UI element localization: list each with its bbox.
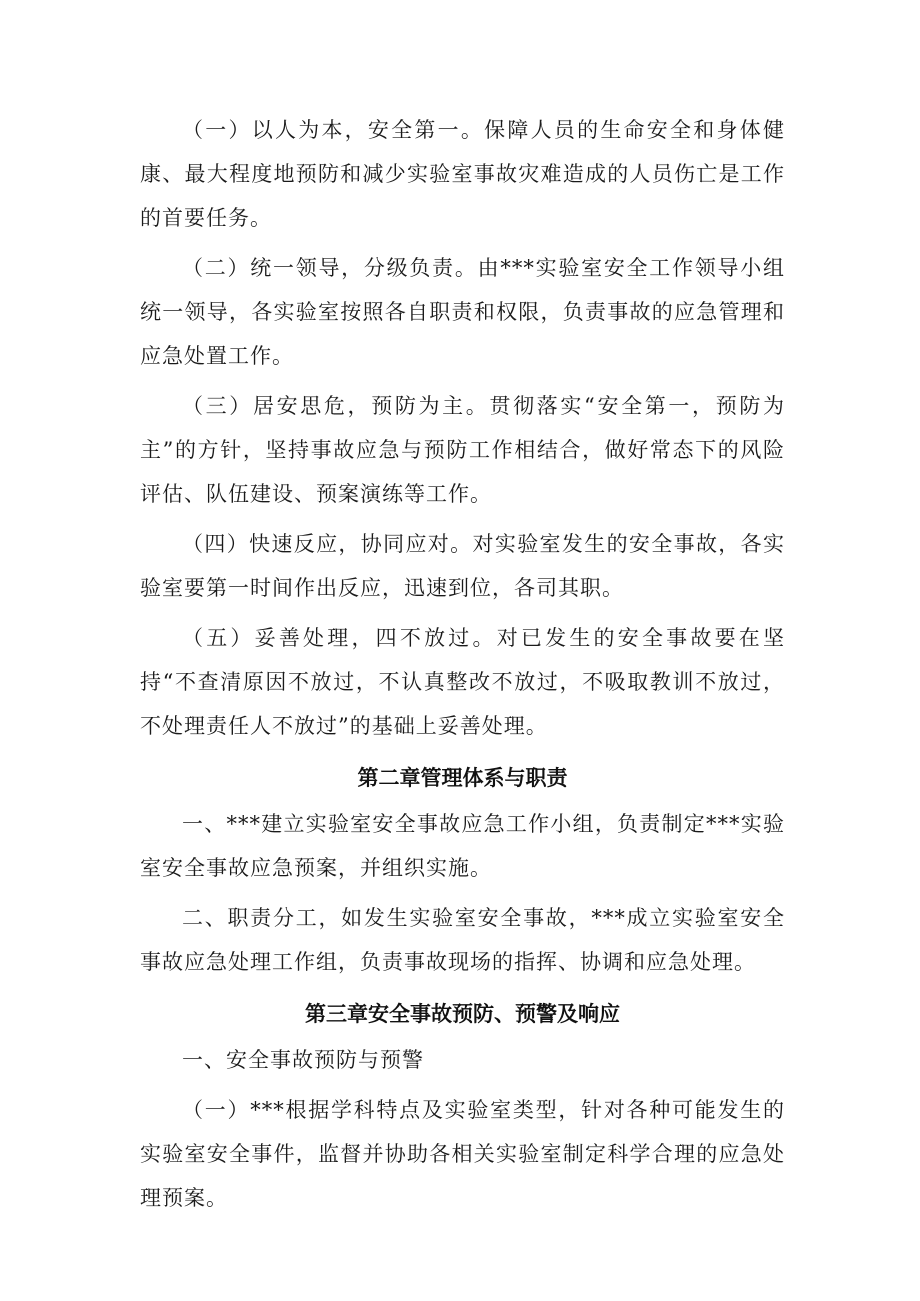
chapter-2-heading: 第二章管理体系与职责 [357,766,568,790]
paragraph-chapter2-item-2: 二、职责分工，如发生实验室安全事故，***成立实验室安全事故应急处理工作组，负责事故现场的指挥、协调和应急处理。 [140,906,785,974]
paragraph-section-1-item-1: （一）***根据学科特点及实验室类型，针对各种可能发生的实验室安全事件，监督并协助各相关实验室制定科学合理的应急处理预案。 [140,1098,785,1210]
paragraph-principle-5: （五）妥善处理，四不放过。对已发生的安全事故要在坚持“不查清原因不放过，不认真整改不放过，不吸取教训不放过，不处理责任人不放过”的基础上妥善处理。 [140,626,785,738]
paragraph-principle-1: （一）以人为本，安全第一。保障人员的生命安全和身体健康、最大程度地预防和减少实验室事故灾难造成的人员伤亡是工作的首要任务。 [140,118,785,230]
paragraph-section-1-title: 一、安全事故预防与预警 [182,1048,424,1072]
paragraph-principle-2: （二）统一领导，分级负责。由***实验室安全工作领导小组统一领导，各实验室按照各自职责和权限，负责事故的应急管理和应急处置工作。 [140,256,785,368]
document-page [140,108,785,1226]
chapter-3-heading: 第三章安全事故预防、预警及响应 [305,1002,620,1026]
paragraph-chapter2-item-1: 一、***建立实验室安全事故应急工作小组，负责制定***实验室安全事故应急预案，并组织实施。 [140,812,785,880]
paragraph-principle-4: （四）快速反应，协同应对。对实验室发生的安全事故，各实验室要第一时间作出反应，迅速到位，各司其职。 [140,532,785,600]
paragraph-principle-3: （三）居安思危，预防为主。贯彻落实“安全第一，预防为主”的方针，坚持事故应急与预防工作相结合，做好常态下的风险评估、队伍建设、预案演练等工作。 [140,394,785,506]
